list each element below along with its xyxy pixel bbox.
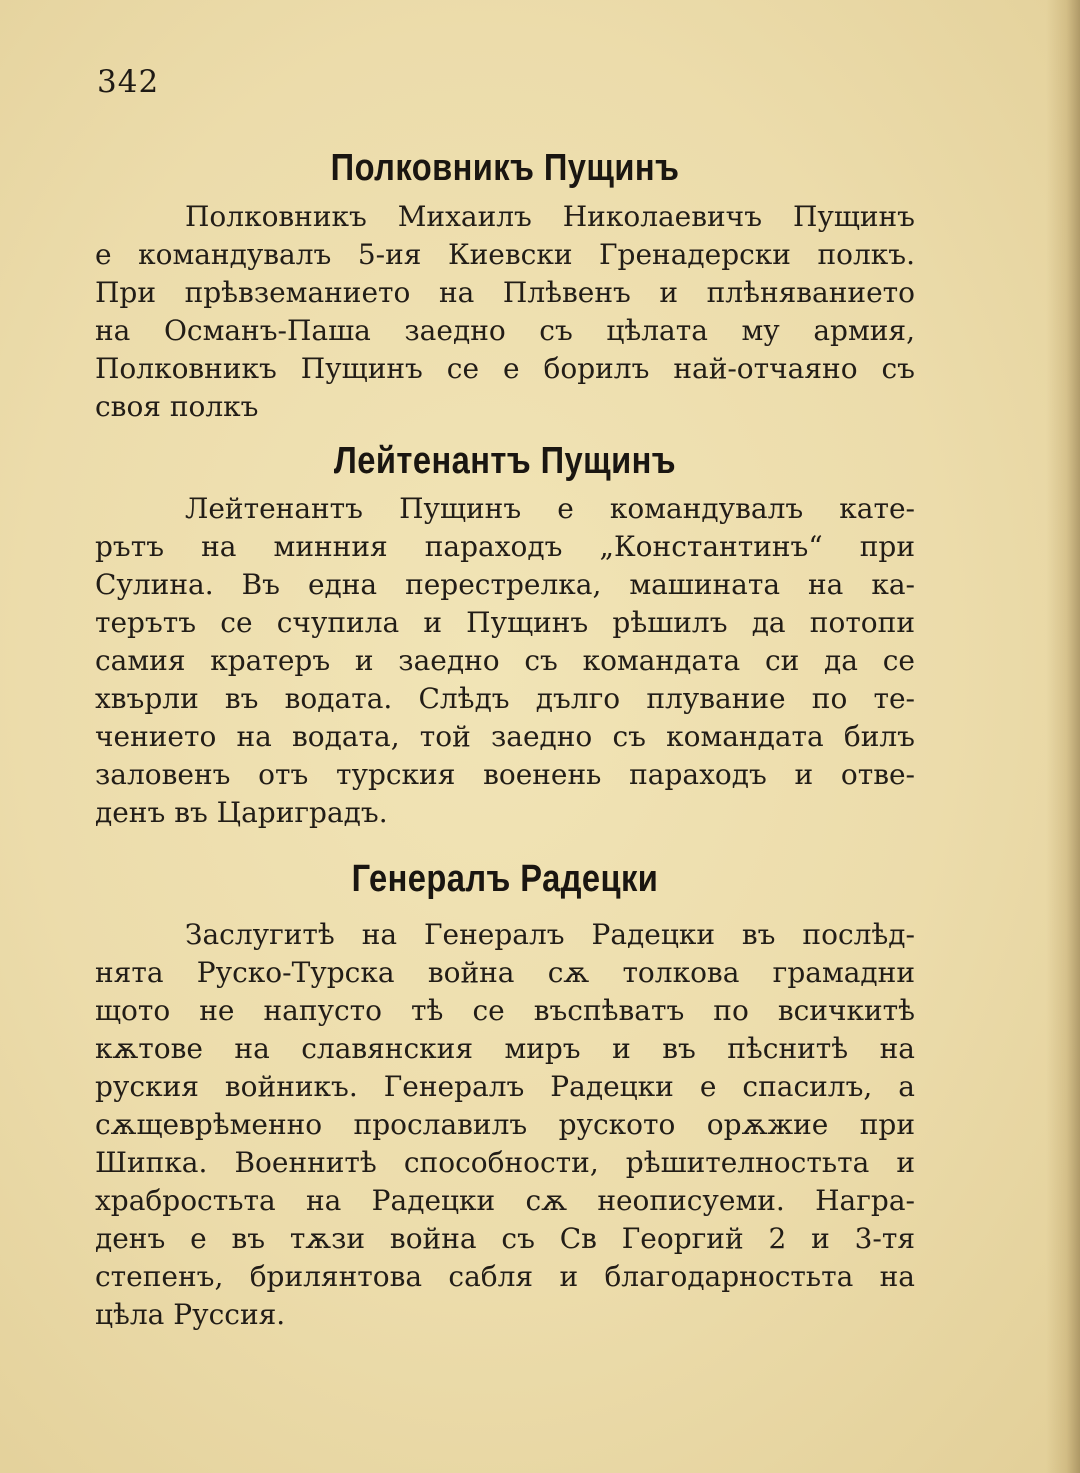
page-number: 342 [97, 64, 160, 100]
text-line: цѣла Руссия. [95, 1298, 286, 1331]
text-line: Сулина. Въ една перестрелка, машината на ка- [95, 568, 915, 601]
text-line: При прѣвземанието на Плѣвенъ и плѣняванието [95, 276, 915, 309]
text-line: Полковникъ Пущинъ се е борилъ най-отчаяно съ [95, 352, 915, 385]
text-line: степенъ, брилянтова сабля и благодарностьта на [95, 1260, 915, 1293]
text-line: заловенъ отъ турския военень параходъ и отве- [95, 758, 915, 791]
text-line: нята Руско-Турска война сѫ толкова грамадни [95, 956, 915, 989]
text-line: чението на водата, той заедно съ командата билъ [95, 720, 915, 753]
section-heading-pushchin-lieutenant: Лейтенантъ Пущинъ [333, 440, 677, 482]
text-line: щото не напусто тѣ се въспѣватъ по всичкитѣ [95, 994, 915, 1027]
page-edge-shadow [1046, 0, 1080, 1473]
text-line: Лейтенантъ Пущинъ е командувалъ кате- [185, 492, 915, 525]
section-heading-radetzky: Генералъ Радецки [351, 858, 659, 900]
text-line: руския войникъ. Генералъ Радецки е спасилъ, а [95, 1070, 915, 1103]
text-line: кѫтове на славянския миръ и въ пѣснитѣ на [95, 1032, 915, 1065]
text-line: на Османъ-Паша заедно съ цѣлата му армия, [95, 314, 915, 347]
text-line: терътъ се счупила и Пущинъ рѣшилъ да потопи [95, 606, 915, 639]
text-line: рътъ на минния параходъ „Константинъ“ при [95, 530, 915, 563]
text-line: Заслугитѣ на Генералъ Радецки въ послѣд- [185, 918, 915, 951]
text-line: сѫщеврѣменно прославилъ руското орѫжие при [95, 1108, 915, 1141]
text-line: Полковникъ Михаилъ Николаевичъ Пущинъ [185, 200, 915, 233]
text-line: храбростьта на Радецки сѫ неописуеми. Награ- [95, 1184, 915, 1217]
text-line: самия кратеръ и заедно съ командата си да се [95, 644, 915, 677]
text-line: е командувалъ 5-ия Киевски Гренадерски полкъ. [95, 238, 915, 271]
text-line: денъ въ Цариградъ. [95, 796, 388, 829]
text-line: денъ е въ тѫзи война съ Св Георгий 2 и 3-тя [95, 1222, 915, 1255]
section-heading-pushchin-colonel: Полковникъ Пущинъ [330, 147, 680, 189]
text-line: Шипка. Военнитѣ способности, рѣшителностьта и [95, 1146, 915, 1179]
text-line: хвърли въ водата. Слѣдъ дълго плувание по те- [95, 682, 915, 715]
text-line: своя полкъ [95, 390, 259, 423]
